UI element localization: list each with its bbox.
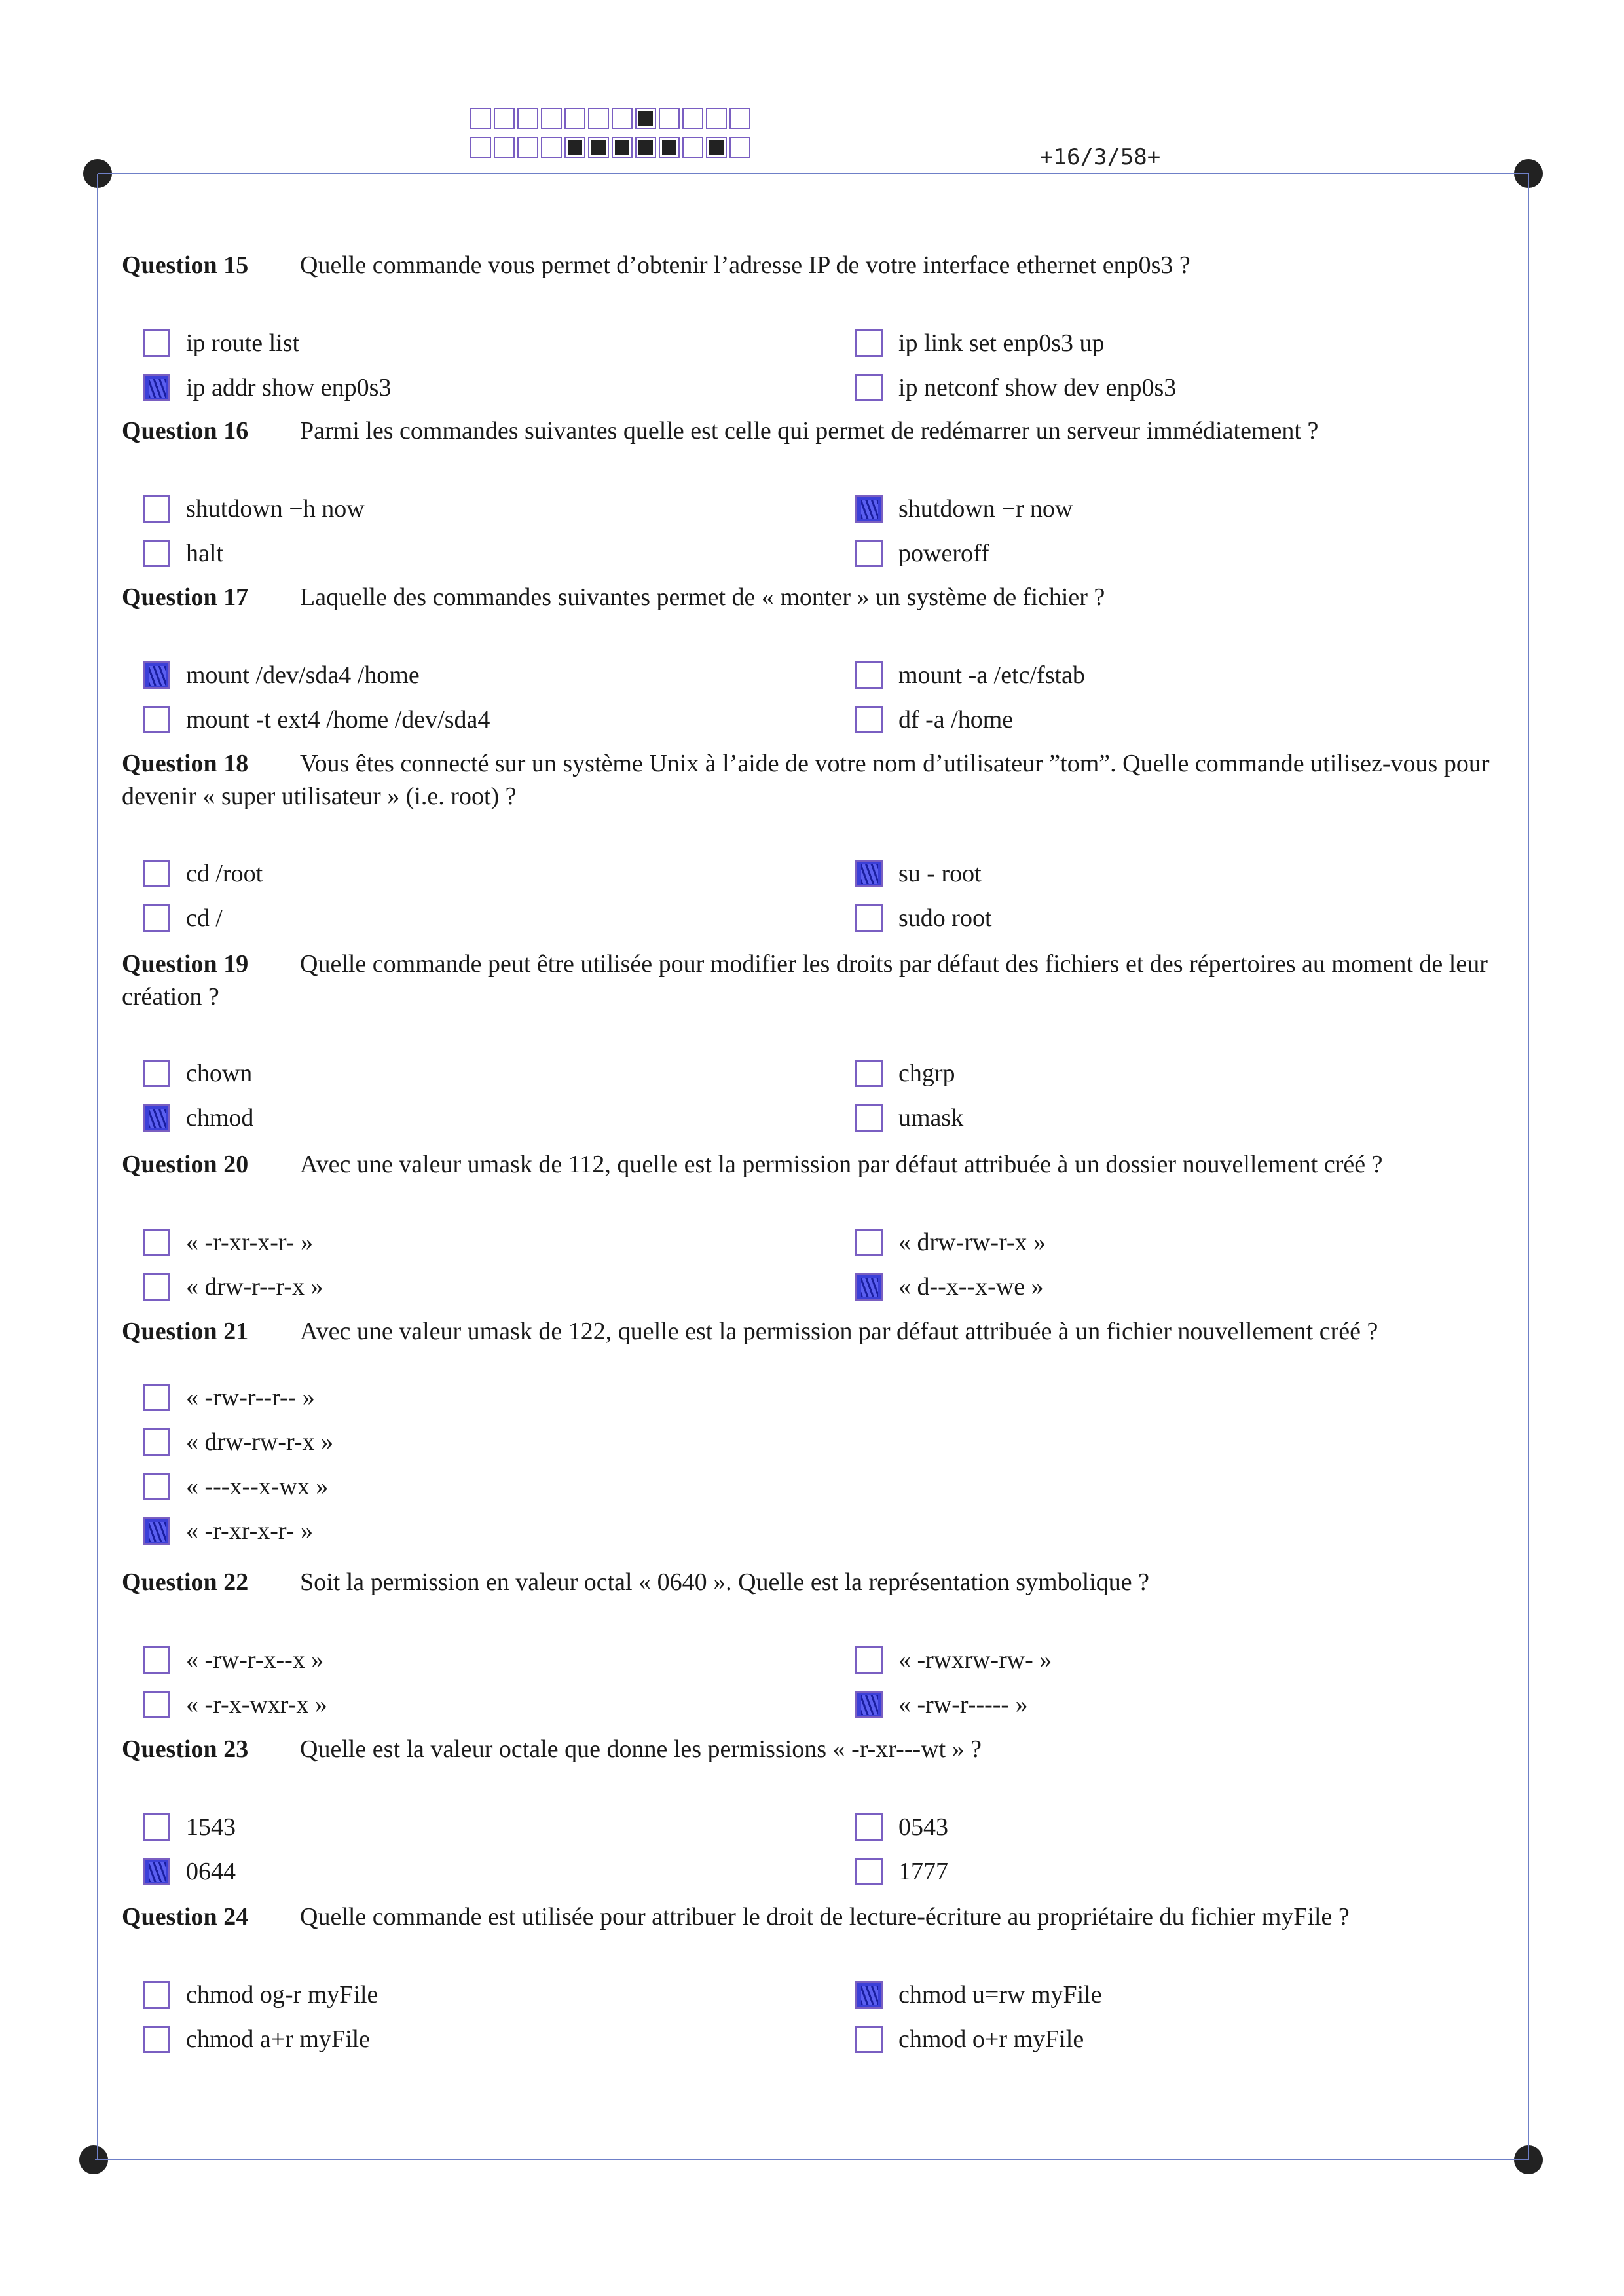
id-code-cell (706, 108, 727, 129)
id-code-cell (470, 108, 491, 129)
option-label: chmod (186, 1104, 254, 1132)
sheet-id: +16/3/58+ (1040, 144, 1161, 170)
option-label: 1543 (186, 1813, 236, 1841)
checkbox[interactable] (143, 904, 170, 932)
frame-top (98, 173, 1529, 174)
checkbox[interactable] (143, 1691, 170, 1718)
question-text: Laquelle des commandes suivantes permet de « monter » un système de fichier ? (300, 583, 1105, 611)
id-code-cell (682, 108, 703, 129)
checkbox-checked[interactable] (143, 661, 170, 689)
answer-option[interactable] (855, 1855, 948, 1889)
option-label: « drw-r--r-x » (186, 1273, 323, 1301)
question-22 (122, 1566, 1517, 1599)
option-label: ip route list (186, 329, 300, 357)
option-label: « ---x--x-wx » (186, 1473, 329, 1500)
frame-left (97, 174, 98, 2159)
checkbox[interactable] (855, 329, 883, 357)
option-label: umask (898, 1104, 964, 1132)
question-21 (122, 1315, 1517, 1348)
question-text: Quelle est la valeur octale que donne les permissions « -r-xr---wt » ? (300, 1735, 982, 1763)
question-text: Quelle commande vous permet d’obtenir l’adresse IP de votre interface ethernet enp0s3 ? (300, 251, 1190, 279)
answer-option[interactable] (855, 1688, 1028, 1722)
question-text: Vous êtes connecté sur un système Unix à l’aide de votre nom d’utilisateur ”tom”. Quelle commande utilisez-vous pour devenir « super utilisateur » (i.e. root) ? (122, 750, 1490, 810)
checkbox[interactable] (855, 2026, 883, 2053)
answer-option[interactable] (855, 1810, 948, 1844)
id-code-cell (729, 108, 750, 129)
answer-option[interactable] (855, 371, 1176, 405)
option-label: ip link set enp0s3 up (898, 329, 1105, 357)
option-label: « -r-xr-x-r- » (186, 1229, 313, 1256)
answer-option[interactable] (143, 1380, 315, 1415)
option-label: cd /root (186, 860, 263, 887)
option-label: poweroff (898, 540, 989, 567)
answer-option[interactable] (143, 1810, 236, 1844)
answer-option[interactable] (143, 1688, 327, 1722)
id-code-cell-filled (588, 137, 609, 158)
id-code-cell-filled (635, 137, 656, 158)
checkbox[interactable] (143, 1384, 170, 1411)
answer-option[interactable] (143, 1425, 333, 1459)
option-label: « -r-x-wxr-x » (186, 1691, 327, 1718)
checkbox[interactable] (143, 329, 170, 357)
checkbox[interactable] (855, 1813, 883, 1841)
answer-option[interactable] (143, 1978, 378, 2012)
id-code-row (470, 137, 753, 160)
answer-option[interactable] (855, 703, 1013, 737)
answer-option[interactable] (143, 857, 263, 891)
answer-option[interactable] (855, 1978, 1102, 2012)
question-15 (122, 249, 1517, 282)
answer-option[interactable] (143, 1855, 236, 1889)
answer-option[interactable] (143, 1225, 313, 1259)
checkbox[interactable] (855, 374, 883, 401)
id-code-cell (612, 108, 633, 129)
answer-option[interactable] (855, 492, 1073, 526)
question-number: Question 18 (122, 750, 249, 777)
option-label: sudo root (898, 904, 992, 932)
checkbox[interactable] (855, 540, 883, 567)
id-code-grid (470, 108, 753, 166)
question-number: Question 21 (122, 1318, 249, 1345)
option-label: « drw-rw-r-x » (898, 1229, 1046, 1256)
question-number: Question 19 (122, 950, 249, 978)
checkbox[interactable] (143, 495, 170, 523)
checkbox[interactable] (143, 1060, 170, 1087)
answer-option[interactable] (143, 492, 365, 526)
checkbox[interactable] (143, 1273, 170, 1301)
checkbox[interactable] (855, 1104, 883, 1132)
option-label: cd / (186, 904, 223, 932)
option-label: chgrp (898, 1060, 955, 1087)
checkbox[interactable] (143, 540, 170, 567)
answer-option[interactable] (855, 658, 1085, 692)
checkbox-checked[interactable] (143, 1104, 170, 1132)
checkbox[interactable] (143, 2026, 170, 2053)
question-text: Quelle commande est utilisée pour attribuer le droit de lecture-écriture au propriétaire du fichier myFile ? (300, 1903, 1350, 1931)
question-text: Avec une valeur umask de 112, quelle est la permission par défaut attribuée à un dossier nouvellement créé ? (300, 1151, 1383, 1178)
id-code-cell (588, 108, 609, 129)
checkbox-checked[interactable] (143, 1858, 170, 1885)
option-label: df -a /home (898, 706, 1014, 733)
checkbox-checked[interactable] (855, 860, 883, 887)
checkbox[interactable] (143, 706, 170, 733)
id-code-cell (541, 137, 562, 158)
option-label: shutdown −h now (186, 495, 365, 523)
option-label: chmod o+r myFile (898, 2026, 1084, 2053)
checkbox[interactable] (143, 1473, 170, 1500)
question-number: Question 20 (122, 1151, 249, 1178)
id-code-cell (729, 137, 750, 158)
answer-option[interactable] (143, 703, 490, 737)
checkbox[interactable] (855, 1229, 883, 1256)
question-text: Avec une valeur umask de 122, quelle est la permission par défaut attribuée à un fichier nouvellement créé ? (300, 1318, 1378, 1345)
checkbox[interactable] (855, 661, 883, 689)
answer-option[interactable] (143, 371, 391, 405)
question-18 (122, 747, 1517, 813)
answer-option[interactable] (143, 1101, 253, 1135)
id-code-cell-filled (706, 137, 727, 158)
answer-option[interactable] (143, 1056, 252, 1090)
option-label: 1777 (898, 1858, 948, 1885)
question-number: Question 16 (122, 417, 249, 445)
id-code-cell (564, 108, 585, 129)
answer-option[interactable] (855, 901, 992, 935)
question-16 (122, 415, 1517, 447)
answer-option[interactable] (143, 536, 223, 570)
checkbox-checked[interactable] (143, 374, 170, 401)
id-code-cell (470, 137, 491, 158)
answer-option[interactable] (855, 1225, 1046, 1259)
answer-option[interactable] (143, 658, 420, 692)
question-23 (122, 1733, 1517, 1766)
option-label: « -rw-r--r-- » (186, 1384, 315, 1411)
checkbox-checked[interactable] (143, 1517, 170, 1545)
option-label: « -rw-r----- » (898, 1691, 1028, 1718)
answer-option[interactable] (143, 326, 299, 360)
checkbox[interactable] (855, 904, 883, 932)
question-text: Quelle commande peut être utilisée pour modifier les droits par défaut des fichiers et des répertoires au moment de leur création ? (122, 950, 1488, 1010)
answer-option[interactable] (143, 1643, 323, 1677)
option-label: 0644 (186, 1858, 236, 1885)
option-label: ip netconf show dev enp0s3 (898, 374, 1177, 401)
checkbox[interactable] (855, 706, 883, 733)
id-code-cell (517, 108, 538, 129)
answer-option[interactable] (855, 1101, 963, 1135)
option-label: shutdown −r now (898, 495, 1073, 523)
answer-option[interactable] (855, 536, 989, 570)
question-number: Question 23 (122, 1735, 249, 1763)
id-code-cell (494, 137, 515, 158)
option-label: su - root (898, 860, 982, 887)
answer-option[interactable] (143, 1270, 323, 1304)
option-label: ip addr show enp0s3 (186, 374, 392, 401)
answer-option[interactable] (855, 326, 1105, 360)
question-number: Question 22 (122, 1568, 249, 1596)
option-label: mount /dev/sda4 /home (186, 661, 420, 689)
option-label: « d--x--x-we » (898, 1273, 1044, 1301)
question-number: Question 17 (122, 583, 249, 611)
answer-option[interactable] (855, 1056, 955, 1090)
question-number: Question 24 (122, 1903, 249, 1931)
frame-bottom (95, 2159, 1529, 2160)
id-code-cell (682, 137, 703, 158)
id-code-cell-filled (635, 108, 656, 129)
checkbox[interactable] (143, 1229, 170, 1256)
checkbox[interactable] (855, 1646, 883, 1674)
checkbox[interactable] (143, 1428, 170, 1456)
id-code-cell-filled (659, 137, 680, 158)
checkbox[interactable] (143, 860, 170, 887)
option-label: chmod u=rw myFile (898, 1981, 1102, 2009)
checkbox[interactable] (143, 1813, 170, 1841)
option-label: chmod a+r myFile (186, 2026, 371, 2053)
id-code-cell (517, 137, 538, 158)
id-code-cell-filled (612, 137, 633, 158)
checkbox[interactable] (855, 1858, 883, 1885)
id-code-cell (659, 108, 680, 129)
option-label: mount -t ext4 /home /dev/sda4 (186, 706, 490, 733)
option-label: chmod og-r myFile (186, 1981, 378, 2009)
id-code-cell (494, 108, 515, 129)
checkbox[interactable] (855, 1060, 883, 1087)
question-24 (122, 1900, 1517, 1933)
answer-option[interactable] (855, 857, 982, 891)
answer-option[interactable] (143, 901, 223, 935)
answer-option[interactable] (855, 2022, 1084, 2056)
question-number: Question 15 (122, 251, 249, 279)
checkbox-checked[interactable] (855, 1981, 883, 2009)
checkbox-checked[interactable] (855, 1691, 883, 1718)
answer-option[interactable] (855, 1270, 1044, 1304)
id-code-row (470, 108, 753, 132)
question-19 (122, 948, 1517, 1013)
checkbox[interactable] (143, 1646, 170, 1674)
option-label: « -r-xr-x-r- » (186, 1517, 313, 1545)
id-code-cell-filled (564, 137, 585, 158)
checkbox[interactable] (143, 1981, 170, 2009)
checkbox-checked[interactable] (855, 495, 883, 523)
question-text: Soit la permission en valeur octal « 0640 ». Quelle est la représentation symbolique ? (300, 1568, 1149, 1596)
id-code-cell (541, 108, 562, 129)
answer-option[interactable] (143, 1514, 313, 1548)
question-20 (122, 1148, 1517, 1181)
answer-option[interactable] (855, 1643, 1052, 1677)
option-label: « -rwxrw-rw- » (898, 1646, 1052, 1674)
option-label: « drw-rw-r-x » (186, 1428, 334, 1456)
answer-option[interactable] (143, 2022, 370, 2056)
question-17 (122, 581, 1517, 614)
question-text: Parmi les commandes suivantes quelle est celle qui permet de redémarrer un serveur immédiatement ? (300, 417, 1319, 445)
frame-right (1528, 174, 1529, 2159)
option-label: chown (186, 1060, 253, 1087)
option-label: mount -a /etc/fstab (898, 661, 1085, 689)
checkbox-checked[interactable] (855, 1273, 883, 1301)
answer-option[interactable] (143, 1470, 328, 1504)
option-label: halt (186, 540, 223, 567)
option-label: 0543 (898, 1813, 948, 1841)
option-label: « -rw-r-x--x » (186, 1646, 324, 1674)
